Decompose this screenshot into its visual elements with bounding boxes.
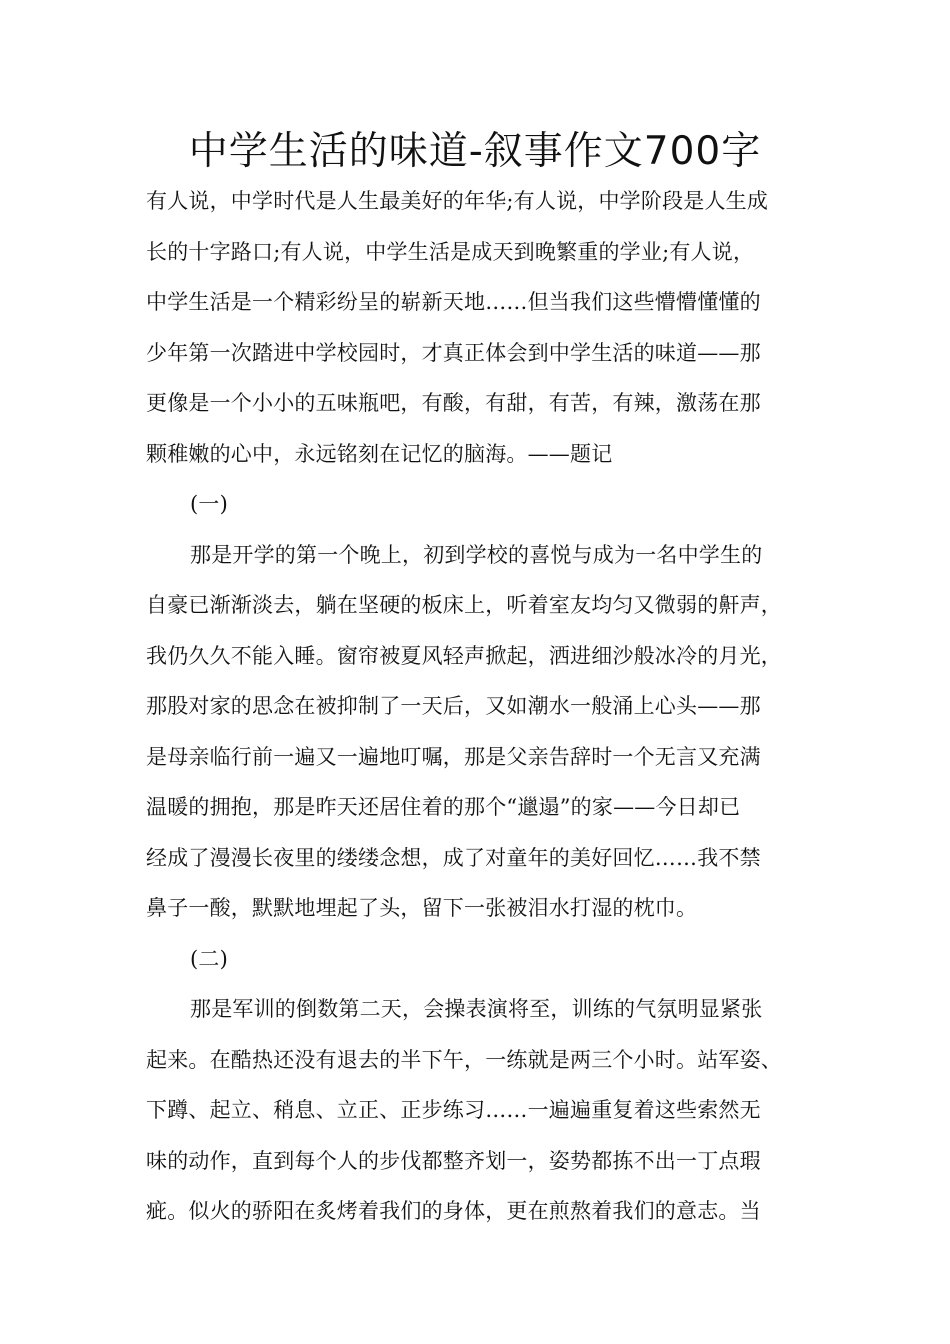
paragraph-line: 我仍久久不能入睡。窗帘被夏风轻声掀起，洒进细沙般冰冷的月光， bbox=[146, 643, 782, 668]
paragraph-line: 中学生活是一个精彩纷呈的崭新天地……但当我们这些懵懵懂懂的 bbox=[146, 290, 761, 314]
paragraph-line: 长的十字路口;有人说，中学生活是成天到晚繁重的学业;有人说， bbox=[146, 239, 755, 264]
section-heading-text: (二) bbox=[190, 946, 228, 971]
paragraph-line: 下蹲、起立、稍息、立正、正步练习……一遍遍重复着这些索然无 bbox=[146, 1098, 761, 1122]
paragraph bbox=[146, 176, 818, 479]
paragraph-line: 那是开学的第一个晚上，初到学校的喜悦与成为一名中学生的 bbox=[190, 542, 763, 567]
document-title: 中学生活的味道-叙事作文700字 bbox=[188, 129, 762, 174]
section-heading bbox=[146, 479, 818, 530]
paragraph bbox=[146, 984, 818, 1237]
paragraph-line: 味的动作，直到每个人的步伐都整齐划一，姿势都拣不出一丁点瑕 bbox=[146, 1148, 761, 1173]
paragraph-line: 是母亲临行前一遍又一遍地叮嘱，那是父亲告辞时一个无言又充满 bbox=[146, 744, 761, 769]
paragraph-line: 自豪已渐渐淡去，躺在坚硬的板床上，听着室友均匀又微弱的鼾声， bbox=[146, 593, 782, 617]
paragraph bbox=[146, 530, 818, 934]
paragraph-line: 起来。在酷热还没有退去的半下午，一练就是两三个小时。站军姿、 bbox=[146, 1047, 782, 1072]
paragraph-line: 疵。似火的骄阳在炙烤着我们的身体，更在煎熬着我们的意志。当 bbox=[146, 1199, 761, 1223]
paragraph-line: 那是军训的倒数第二天，会操表演将至，训练的气氛明显紧张 bbox=[190, 997, 763, 1021]
section-heading-text: (一) bbox=[190, 492, 228, 516]
paragraph-line: 那股对家的思念在被抑制了一天后，又如潮水一般涌上心头——那 bbox=[146, 694, 761, 718]
document-body bbox=[146, 176, 818, 1237]
section-heading bbox=[146, 934, 818, 985]
paragraph-line: 经成了漫漫长夜里的缕缕念想，成了对童年的美好回忆……我不禁 bbox=[146, 845, 761, 870]
paragraph-line: 温暖的拥抱，那是昨天还居住着的那个“邋遢”的家——今日却已 bbox=[146, 795, 741, 819]
paragraph-line: 少年第一次踏进中学校园时，才真正体会到中学生活的味道——那 bbox=[146, 340, 761, 365]
paragraph-line: 鼻子一酸，默默地埋起了头，留下一张被泪水打湿的枕巾。 bbox=[146, 896, 698, 920]
paragraph-line: 颗稚嫩的心中，永远铭刻在记忆的脑海。——题记 bbox=[146, 441, 613, 466]
paragraph-line: 有人说，中学时代是人生最美好的年华;有人说，中学阶段是人生成 bbox=[146, 189, 769, 213]
paragraph-line: 更像是一个小小的五味瓶吧，有酸，有甜，有苦，有辣，激荡在那 bbox=[146, 391, 761, 415]
